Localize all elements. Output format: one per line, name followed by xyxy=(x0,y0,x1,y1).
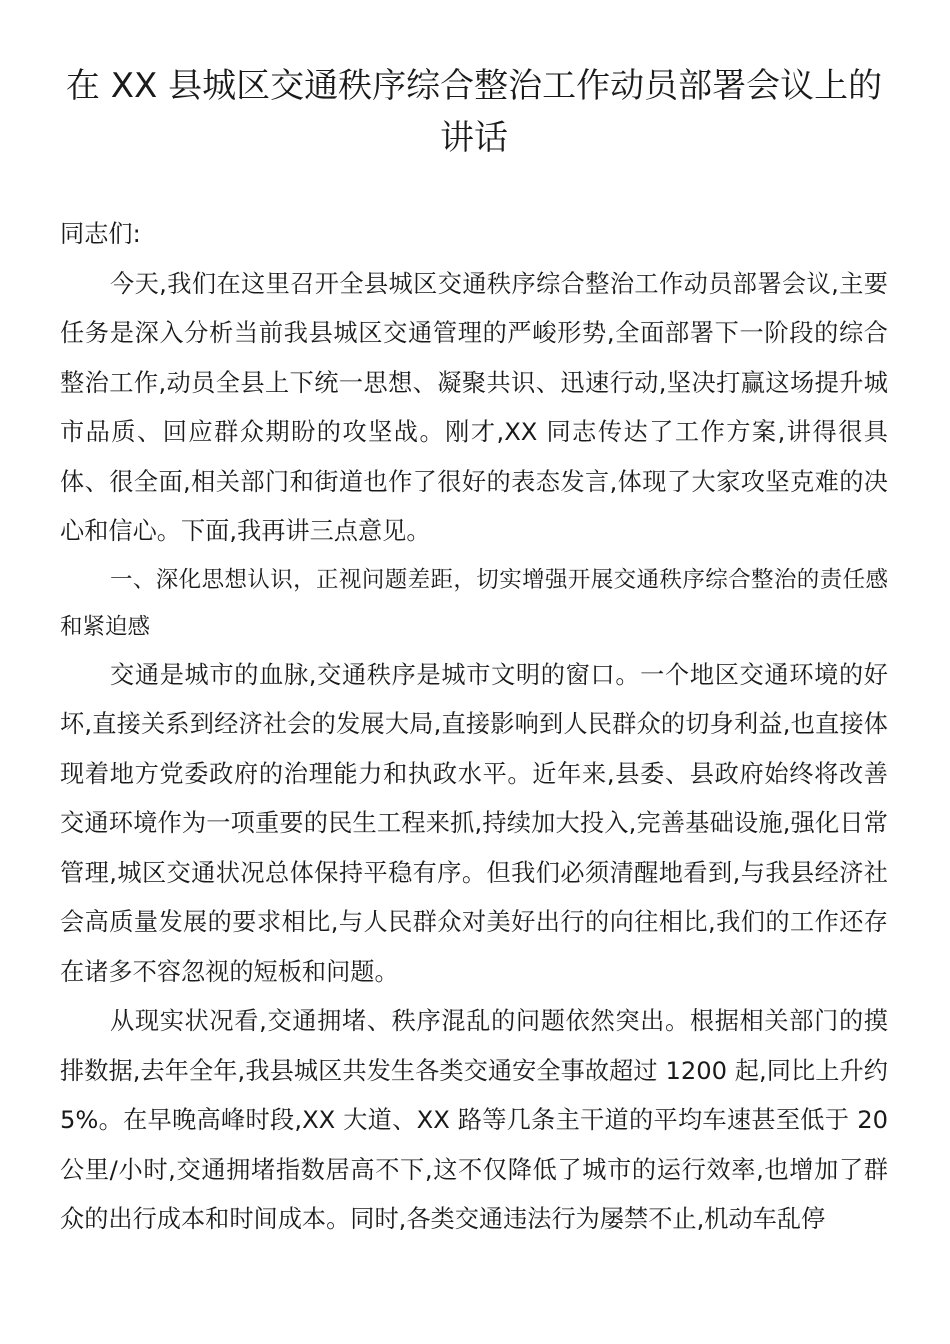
title-line-2: 讲话 xyxy=(440,118,508,158)
paragraph-opening: 今天,我们在这里召开全县城区交通秩序综合整治工作动员部署会议,主要任务是深入分析当前我县城区交通管理的严峻形势,全面部署下一阶段的综合整治工作,动员全县上下统一思想、凝聚共识、迅速行动,坚决打赢这场提升城市品质、回应群众期盼的攻坚战。刚才,XX 同志传达了工作方案,讲得很具体、很全面,相关部门和街道也作了很好的表态发言,体现了大家攻坚克难的决心和信心。下面,我再讲三点意见。 xyxy=(60,269,888,545)
paragraph-current-situation: 从现实状况看,交通拥堵、秩序混乱的问题依然突出。根据相关部门的摸排数据,去年全年,我县城区共发生各类交通安全事故超过 1200 起,同比上升约 5%。在早晚高峰时段,XX 大道、XX 路等几条主干道的平均车速甚至低于 20 公里/小时,交通拥堵指数居高不下,这不仅降低了城市的运行效率,也增加了群众的出行成本和时间成本。同时,各类交通违法行为屡禁不止,机动车乱停 xyxy=(60,1007,888,1233)
title-line-1: 在 XX 县城区交通秩序综合整治工作动员部署会议上的 xyxy=(65,66,883,106)
document-body xyxy=(60,210,888,1245)
section-heading-1: 一、深化思想认识，正视问题差距，切实增强开展交通秩序综合整治的责任感和紧迫感 xyxy=(60,566,888,640)
document-title xyxy=(60,60,888,164)
paragraph-traffic-importance: 交通是城市的血脉,交通秩序是城市文明的窗口。一个地区交通环境的好坏,直接关系到经济社会的发展大局,直接影响到人民群众的切身利益,也直接体现着地方党委政府的治理能力和执政水平。近年来,县委、县政府始终将改善交通环境作为一项重要的民生工程来抓,持续加大投入,完善基础设施,强化日常管理,城区交通状况总体保持平稳有序。但我们必须清醒地看到,与我县经济社会高质量发展的要求相比,与人民群众对美好出行的向往相比,我们的工作还存在诸多不容忽视的短板和问题。 xyxy=(60,660,888,986)
salutation: 同志们: xyxy=(60,220,141,248)
